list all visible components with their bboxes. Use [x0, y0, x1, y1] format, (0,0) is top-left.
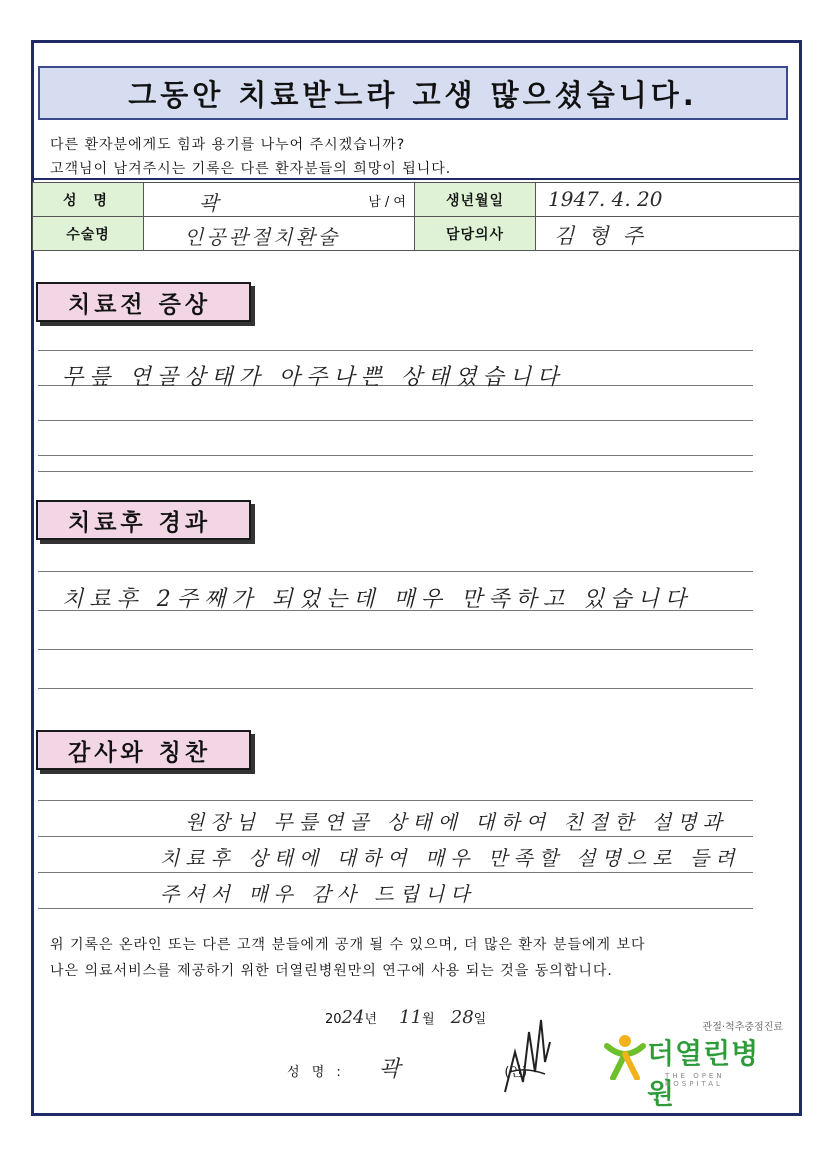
name-label: 성 명 [33, 183, 144, 217]
logo-tagline: 관절·척추중점진료 [702, 1022, 783, 1033]
date-year-unit: 년 [364, 1012, 378, 1027]
writing-line [38, 872, 753, 873]
name-value: 곽 [199, 191, 219, 215]
writing-line [38, 908, 753, 909]
gender-label: 남 / 여 [368, 195, 406, 210]
before-text: 무릎 연골상태가 아주나쁜 상태였습니다 [62, 365, 565, 390]
after-text: 치료후 2주째가 되었는데 매우 만족하고 있습니다 [62, 587, 693, 612]
signature-scribble [495, 1012, 555, 1102]
signature-label: 성 명 : [287, 1065, 345, 1080]
name-cell [144, 183, 415, 217]
writing-line [38, 649, 753, 650]
consent-line-2: 나은 의료서비스를 제공하기 위한 더열린병원만의 연구에 사용 되는 것을 동의합니다. [50, 963, 613, 979]
intro-line-2: 고객님이 남겨주시는 기록은 다른 환자분들의 희망이 됩니다. [50, 161, 452, 177]
signature-row [287, 1052, 527, 1083]
logo-english: THE OPEN HOSPITAL [665, 1072, 725, 1088]
section-thanks-title: 감사와 칭찬 [36, 730, 251, 770]
writing-line [38, 571, 753, 572]
date-day-unit: 일 [473, 1012, 487, 1027]
seal-label: (인) [504, 1065, 528, 1080]
hospital-logo [603, 1018, 783, 1110]
section-before-title: 치료전 증상 [36, 282, 251, 322]
intro-line-1: 다른 환자분에게도 힘과 용기를 나누어 주시겠습니까? [50, 137, 406, 153]
writing-line [38, 688, 753, 689]
writing-line [38, 455, 753, 456]
consent-line-1: 위 기록은 온라인 또는 다른 고객 분들에게 공개 될 수 있으며, 더 많은 환자 분들에게 보다 [50, 937, 646, 953]
surgery-label: 수술명 [33, 217, 144, 251]
thanks-line-1: 원장님 무릎연골 상태에 대하여 친절한 설명과 [185, 810, 728, 834]
birth-cell [536, 183, 800, 217]
doctor-cell [536, 217, 800, 251]
thanks-line-3: 주셔서 매우 감사 드립니다 [160, 882, 476, 906]
date-month: 11 [399, 1007, 423, 1028]
surgery-cell [144, 217, 415, 251]
signature-name: 곽 [378, 1057, 401, 1082]
writing-line [38, 836, 753, 837]
date-prefix: 20 [325, 1012, 342, 1027]
date-year: 24 [341, 1007, 365, 1028]
writing-line [38, 420, 753, 421]
section-after-title: 치료후 경과 [36, 500, 251, 540]
doctor-label: 담당의사 [415, 217, 536, 251]
writing-line [38, 471, 753, 472]
date-row [325, 1007, 486, 1028]
birth-label: 생년월일 [415, 183, 536, 217]
doctor-value: 김형주 [554, 224, 657, 248]
logo-name: 더열린병원 [647, 1037, 760, 1110]
birth-value: 1947. 4. 20 [548, 187, 663, 211]
thanks-line-2: 치료후 상태에 대하여 매우 만족할 설명으로 들려 [160, 846, 741, 870]
patient-info-table [32, 182, 800, 251]
date-day: 28 [450, 1007, 474, 1028]
page-title: 그동안 치료받느라 고생 많으셨습니다. [38, 66, 788, 120]
logo-figure-icon [603, 1032, 647, 1080]
surgery-value: 인공관절치환술 [184, 225, 341, 249]
date-month-unit: 월 [422, 1012, 435, 1027]
writing-line [38, 350, 753, 351]
writing-line [38, 800, 753, 801]
divider [32, 178, 800, 180]
